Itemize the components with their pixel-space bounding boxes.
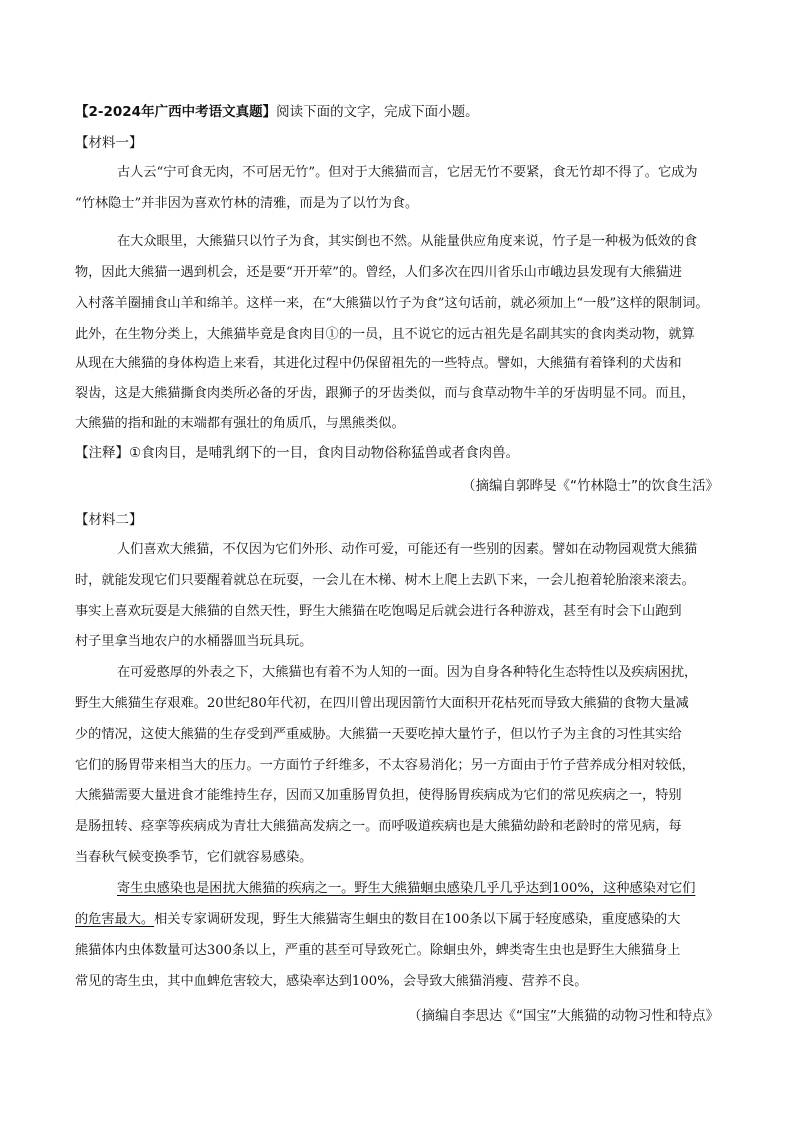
paragraph-line: 裂齿，这是大熊猫撕食肉类所必备的牙齿，跟狮子的牙齿类似，而与食草动物牛羊的牙齿明显不同。而且， [75,386,695,401]
material2-label: 【材料二】 [75,512,143,528]
paragraph-line: 大熊猫的指和趾的末端都有强壮的角质爪，与黑熊类似。 [75,416,405,431]
paragraph-line: 它们的肠胃带来相当大的压力。一方面竹子纤维多，不太容易消化；另一方面由于竹子营养成分相对较低， [75,758,695,773]
question-instruction: 阅读下面的文字，完成下面小题。 [276,104,479,120]
source-citation: （摘编自李思达《“国宝”大熊猫的动物习性和特点》 [408,1008,719,1024]
paragraph-line: 当春秋气候变换季节，它们就容易感染。 [75,850,313,865]
footnote: 【注释】①食肉目，是哺乳纲下的一目，食肉目动物俗称猛兽或者食肉兽。 [75,445,520,461]
question-header [75,102,479,122]
paragraph-line: 是肠扭转、痉挛等疾病成为青壮大熊猫高发病之一。而呼吸道疾病也是大熊猫幼龄和老龄时的常见病，每 [75,819,682,834]
paragraph-line: 在可爱憨厚的外表之下，大熊猫也有着不为人知的一面。因为自身各种特化生态特性以及疾病困扰， [117,665,698,680]
paragraph-line: 少的情况，这使大熊猫的生存受到严重威胁。大熊猫一天要吃掉大量竹子，但以竹子为主食的习性其实给 [75,727,682,742]
paragraph-line: 此外，在生物分类上，大熊猫毕竟是食肉目①的一员，且不说它的远古祖先是名副其实的食肉类动物，就算 [75,327,695,342]
material1-label: 【材料一】 [75,135,143,151]
paragraph-line: 在大众眼里，大熊猫只以竹子为食，其实倒也不然。从能量供应角度来说，竹子是一种极为低效的食 [117,234,698,249]
paragraph-line: 熊猫体内虫体数量可达300条以上，严重的甚至可导致死亡。除蛔虫外，蜱类寄生虫也是野生大熊猫身上 [75,943,681,958]
paragraph-line: 村子里拿当地农户的水桶器皿当玩具玩。 [75,634,313,649]
paragraph-line [75,910,680,930]
paragraph-line: 大熊猫需要大量进食才能维持生存，因而又加重肠胃负担，使得肠胃疾病成为它们的常见疾病之一，特别 [75,788,682,803]
source-citation: （摘编自郭晔旻《“竹林隐士”的饮食生活》 [462,478,719,494]
paragraph-line: 野生大熊猫生存艰难。20世纪80年代初，在四川曾出现因箭竹大面积开花枯死而导致大熊猫的食物大量减 [75,696,689,711]
question-tag: 【2-2024年广西中考语文真题】 [75,104,277,120]
paragraph-text: 相关专家调研发现，野生大熊猫寄生蛔虫的数目在100条以下属于轻度感染，重度感染的大 [154,912,681,927]
paragraph-line: 从现在大熊猫的身体构造上来看，其进化过程中仍保留祖先的一些特点。譬如，大熊猫有着锋利的犬齿和 [75,356,682,371]
underlined-sentence: 寄生虫感染也是困扰大熊猫的疾病之一。野生大熊猫蛔虫感染几乎几乎达到100%，这种感染对它们 [117,881,696,896]
underlined-sentence: 的危害最大。 [75,912,155,927]
paragraph-line: 入村落羊圈捕食山羊和绵羊。这样一来，在“大熊猫以竹子为食”这句话前，就必须加上“一般”这样的限制词。 [75,296,709,311]
paragraph-line: 物，因此大熊猫一遇到机会，还是要“开开荤”的。曾经，人们多次在四川省乐山市峨边县发现有大熊猫进 [75,265,682,280]
paragraph-line: 古人云“宁可食无肉，不可居无竹”。但对于大熊猫而言，它居无竹不要紧，食无竹却不得了。它成为 [117,165,698,180]
paragraph-line: “竹林隐士”并非因为喜欢竹林的清雅，而是为了以竹为食。 [75,196,419,211]
paragraph-line: 时，就能发现它们只要醒着就总在玩耍，一会儿在木梯、树木上爬上去趴下来，一会儿抱着轮胎滚来滚去。 [75,573,695,588]
paragraph-line: 常见的寄生虫，其中血蜱危害较大，感染率达到100%，会导致大熊猫消瘦、营养不良。 [75,974,588,989]
paragraph-line: 事实上喜欢玩耍是大熊猫的自然天性，野生大熊猫在吃饱喝足后就会进行各种游戏，甚至有时会下山跑到 [75,604,682,619]
paragraph-line: 人们喜欢大熊猫，不仅因为它们外形、动作可爱，可能还有一些别的因素。譬如在动物园观赏大熊猫 [117,542,698,557]
